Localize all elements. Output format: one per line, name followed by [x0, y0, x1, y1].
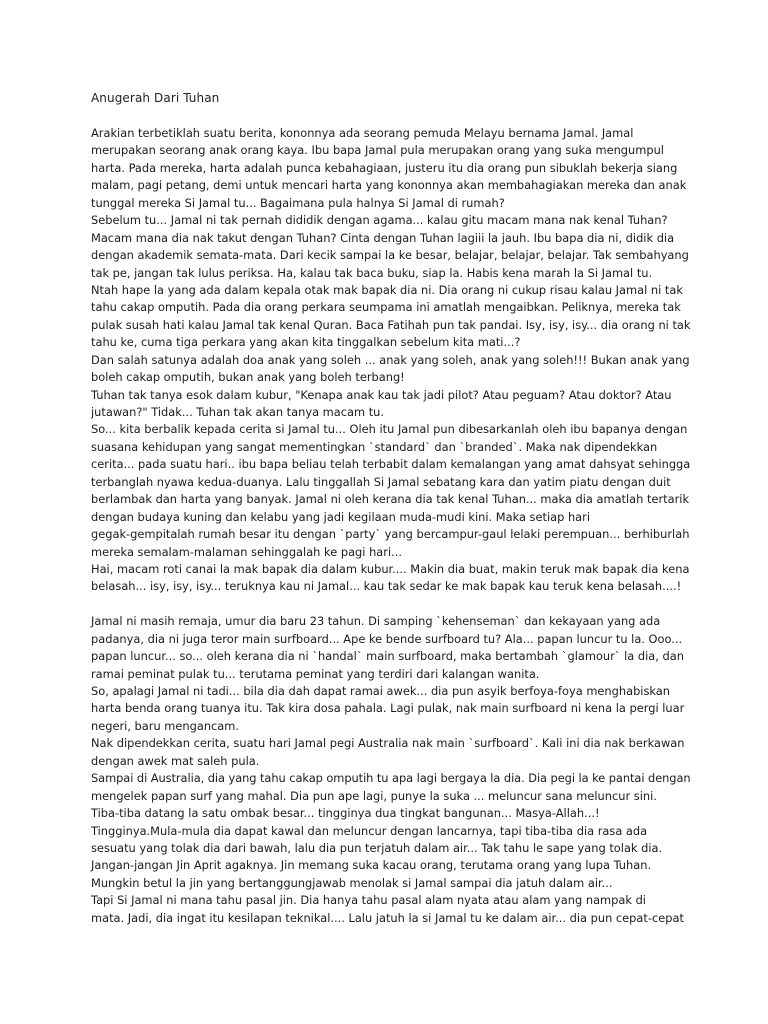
text-line: merupakan seorang anak orang kaya. Ibu bapa Jamal pula merupakan orang yang suka mengumpul — [91, 143, 664, 158]
text-line: Sebelum tu... Jamal ni tak pernah dididik dengan agama... kalau gitu macam mana nak kenal Tuhan? — [91, 213, 668, 228]
text-line: tunggal mereka Si Jamal tu... Bagaimana pula halnya Si Jamal di rumah? — [91, 195, 505, 210]
text-line: Dan salah satunya adalah doa anak yang soleh ... anak yang soleh, anak yang soleh!!! Bukan anak yang — [91, 352, 690, 367]
text-line: pulak susah hati kalau Jamal tak kenal Quran. Baca Fatihah pun tak pandai. Isy, isy, isy... dia orang ni tak — [91, 317, 691, 332]
text-line: boleh cakap omputih, bukan anak yang boleh terbang! — [91, 370, 405, 385]
text-line: malam, pagi petang, demi untuk mencari harta yang kononnya akan membahagiakan mereka dan anak — [91, 178, 687, 193]
text-line: suasana kehidupan yang sangat mementingkan `standard` dan `branded`. Maka nak dipendekkan — [91, 439, 658, 454]
text-line: harta. Pada mereka, harta adalah punca kebahagiaan, justeru itu dia orang pun sibuklah bekerja siang — [91, 160, 678, 175]
text-line: mengelek papan surf yang mahal. Dia pun ape lagi, punye la suka ... meluncur sana meluncur sini. — [91, 788, 657, 803]
text-line: papan luncur... so... oleh kerana dia ni `handal` main surfboard, maka bertambah `glamour` la dia, dan — [91, 649, 684, 664]
text-line: dengan budaya kuning dan kelabu yang jadi kegilaan muda-mudi kini. Maka setiap hari — [91, 509, 591, 524]
text-line: mata. Jadi, dia ingat itu kesilapan teknikal.... Lalu jatuh la si Jamal tu ke dalam air... dia pun cepat-cepat — [91, 910, 684, 925]
paragraph-break — [91, 596, 691, 613]
text-line: padanya, dia ni juga teror main surfboard... Ape ke bende surfboard tu? Ala... papan luncur tu la. Ooo... — [91, 631, 683, 646]
text-line: tahu cakap omputih. Pada dia orang perkara seumpama ini amatlah mengaibkan. Peliknya, mereka tak — [91, 300, 681, 315]
text-line: harta benda orang tuanya itu. Tak kira dosa pahala. Lagi pulak, nak main surfboard ni kena la pergi luar — [91, 701, 685, 716]
text-line: Tiba-tiba datang la satu ombak besar... tingginya dua tingkat bangunan... Masya-Allah...! — [91, 806, 600, 821]
text-line: Mungkin betul la jin yang bertanggungjawab menolak si Jamal sampai dia jatuh dalam air... — [91, 875, 613, 890]
text-line: Nak dipendekkan cerita, suatu hari Jamal pegi Australia nak main `surfboard`. Kali ini dia nak berkawan — [91, 736, 685, 751]
text-line: Tuhan tak tanya esok dalam kubur, "Kenapa anak kau tak jadi pilot? Atau peguam? Atau doktor? Atau — [91, 387, 672, 402]
text-line: Hai, macam roti canai la mak bapak dia dalam kubur.... Makin dia buat, makin teruk mak bapak dia kena — [91, 561, 690, 576]
text-line: gegak-gempitalah rumah besar itu dengan `party` yang bercampur-gaul lelaki perempuan... berhiburlah — [91, 527, 690, 542]
text-line: Sampai di Australia, dia yang tahu cakap omputih tu apa lagi bergaya la dia. Dia pegi la ke pantai dengan — [91, 771, 691, 786]
text-line: Jamal ni masih remaja, umur dia baru 23 tahun. Di samping `kehenseman` dan kekayaan yang ada — [91, 614, 661, 629]
text-line: Tapi Si Jamal ni mana tahu pasal jin. Dia hanya tahu pasal alam nyata atau alam yang nampak di — [91, 893, 646, 908]
text-line: cerita... pada suatu hari.. ibu bapa beliau telah terbabit dalam kemalangan yang amat dahsyat sehingga — [91, 457, 691, 472]
text-line: belasah... isy, isy, isy... teruknya kau ni Jamal... kau tak sedar ke mak bapak kau teruk kena belasah....! — [91, 579, 682, 594]
text-line: So... kita berbalik kepada cerita si Jamal tu... Oleh itu Jamal pun dibesarkanlah oleh ibu bapanya dengan — [91, 422, 688, 437]
text-line: sesuatu yang tolak dia dari bawah, lalu dia pun terjatuh dalam air... Tak tahu le sape yang tolak dia. — [91, 840, 663, 855]
text-line: Jangan-jangan Jin Aprit agaknya. Jin memang suka kacau orang, terutama orang yang lupa Tuhan. — [91, 858, 652, 873]
text-line: ramai peminat pulak tu... terutama peminat yang terdiri dari kalangan wanita. — [91, 666, 540, 681]
text-line: So, apalagi Jamal ni tadi... bila dia dah dapat ramai awek... dia pun asyik berfoya-foya menghabiskan — [91, 684, 670, 698]
text-line: tak pe, jangan tak lulus periksa. Ha, kalau tak baca buku, siap la. Habis kena marah la Si Jamal tu. — [91, 265, 653, 280]
text-line: tahu ke, cuma tiga perkara yang akan kita tinggalkan sebelum kita mati...? — [91, 335, 521, 350]
text-line: jutawan?" Tidak... Tuhan tak akan tanya macam tu. — [91, 405, 385, 419]
text-line: Macam mana dia nak takut dengan Tuhan? Cinta dengan Tuhan lagiii la jauh. Ibu bapa dia ni, didik dia — [91, 230, 675, 245]
text-line: terbanglah nyawa kedua-duanya. Lalu tinggallah Si Jamal sebatang kara dan yatim piatu dengan duit — [91, 474, 671, 489]
text-line: mereka semalam-malaman sehinggalah ke pagi hari... — [91, 544, 402, 559]
text-line: Ntah hape la yang ada dalam kepala otak mak bapak dia ni. Dia orang ni cukup risau kalau Jamal ni tak — [91, 282, 683, 297]
text-line: Tingginya.Mula-mula dia dapat kawal dan meluncur dengan lancarnya, tapi tiba-tiba dia rasa ada — [91, 823, 648, 838]
text-line: Arakian terbetiklah suatu berita, kononnya ada seorang pemuda Melayu bernama Jamal. Jamal — [91, 126, 634, 140]
text-line: negeri, baru mengancam. — [91, 718, 240, 733]
text-line: berlambak dan harta yang banyak. Jamal ni oleh kerana dia tak kenal Tuhan... maka dia amatlah tertarik — [91, 492, 690, 507]
text-line: dengan awek mat saleh pula. — [91, 753, 260, 768]
document-title: Anugerah Dari Tuhan — [91, 91, 220, 105]
text-line: dengan akademik semata-mata. Dari kecik sampai la ke besar, belajar, belajar, belajar. Tak sembahyang — [91, 248, 689, 263]
document-body — [91, 125, 691, 927]
